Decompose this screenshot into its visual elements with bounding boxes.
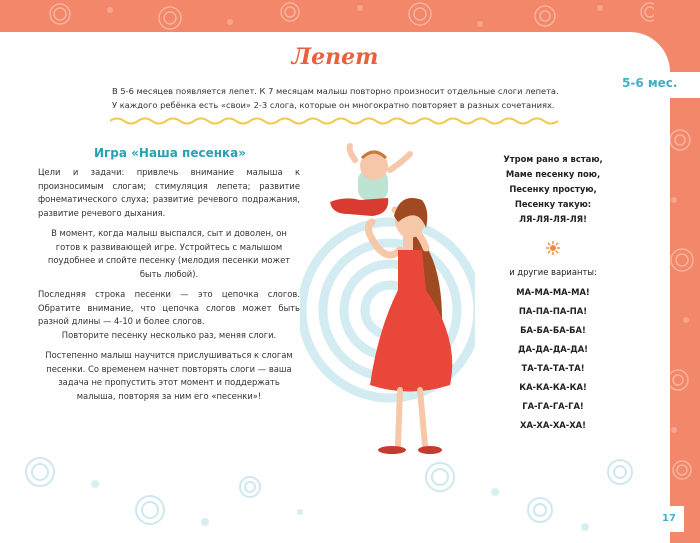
game-paragraph-2-main: Последняя строка песенки — это цепочка слогов. Обратите внимание, что цепочка слогов может быть разной длины — 4-10 и более слогов. xyxy=(38,289,300,326)
song-line-5: ЛЯ-ЛЯ-ЛЯ-ЛЯ! xyxy=(519,214,587,224)
sun-icon xyxy=(546,241,560,255)
mother-shoe-right xyxy=(418,446,442,454)
mother-leg-right xyxy=(420,390,425,445)
game-goals: Цели и задачи: привлечь внимание малыша к произносимым слогам; стимуляция лепета; развитие фонематического слуха; развитие речевого подражания, развитие речевого дыхания. xyxy=(38,167,300,218)
baby-arm-right xyxy=(390,154,410,170)
game-paragraph-2-end: Повторите песенку несколько раз, меняя слоги. xyxy=(61,329,277,340)
other-variants-label: и другие варианты: xyxy=(509,267,597,277)
intro-line-1: В 5-6 месяцев появляется лепет. К 7 месяцам малыш повторно произносит отдельные слоги лепета. xyxy=(112,86,559,96)
wavy-divider xyxy=(110,116,560,126)
variant-1: МА-МА-МА-МА! xyxy=(516,287,590,297)
intro-line-2: У каждого ребёнка есть «свои» 2-3 слога, которые он многократно повторяет в разных сочетаниях. xyxy=(112,100,555,110)
baby-pants xyxy=(330,198,388,216)
game-paragraph-3: Постепенно малыш научится прислушиваться к слогам песенки. Со временем начнет повторять слоги — ваша задача не пропустить этот момент и поддержать малыша, повторяя за ним его «песенки»! xyxy=(45,350,293,401)
variant-4: ДА-ДА-ДА-ДА! xyxy=(517,344,588,354)
song-line-3: Песенку простую, xyxy=(509,184,597,194)
variant-3: БА-БА-БА-БА! xyxy=(520,325,586,335)
page-title: Лепет xyxy=(291,44,379,70)
mother-baby-illustration xyxy=(300,140,475,470)
intro-text xyxy=(112,84,572,112)
game-instructions xyxy=(38,166,300,410)
mother-leg-left xyxy=(398,390,400,445)
game-title: Игра «Наша песенка» xyxy=(93,146,247,160)
age-tab-label: 5-6 мес. xyxy=(622,76,678,90)
variant-6: КА-КА-КА-КА! xyxy=(519,382,587,392)
game-paragraph-2 xyxy=(38,288,300,342)
age-tab xyxy=(610,72,700,98)
song-line-1: Утром рано я встаю, xyxy=(503,154,603,164)
song-block xyxy=(488,152,618,435)
song-line-4: Песенку такую: xyxy=(514,199,592,209)
variant-8: ХА-ХА-ХА-ХА! xyxy=(519,420,586,430)
game-paragraph-1: В момент, когда малыш выспался, сыт и доволен, он готов к развивающей игре. Устройтесь с малышом поудобнее и спойте песенку (мелодия песенки может быть любой). xyxy=(47,228,291,279)
variant-5: ТА-ТА-ТА-ТА! xyxy=(521,363,585,373)
variant-7: ГА-ГА-ГА-ГА! xyxy=(522,401,584,411)
mother-shoe-left xyxy=(378,446,406,454)
variant-2: ПА-ПА-ПА-ПА! xyxy=(518,306,588,316)
baby-arm-left xyxy=(350,146,355,160)
song-line-2: Маме песенку пою, xyxy=(505,169,601,179)
page-number: 17 xyxy=(654,506,684,532)
